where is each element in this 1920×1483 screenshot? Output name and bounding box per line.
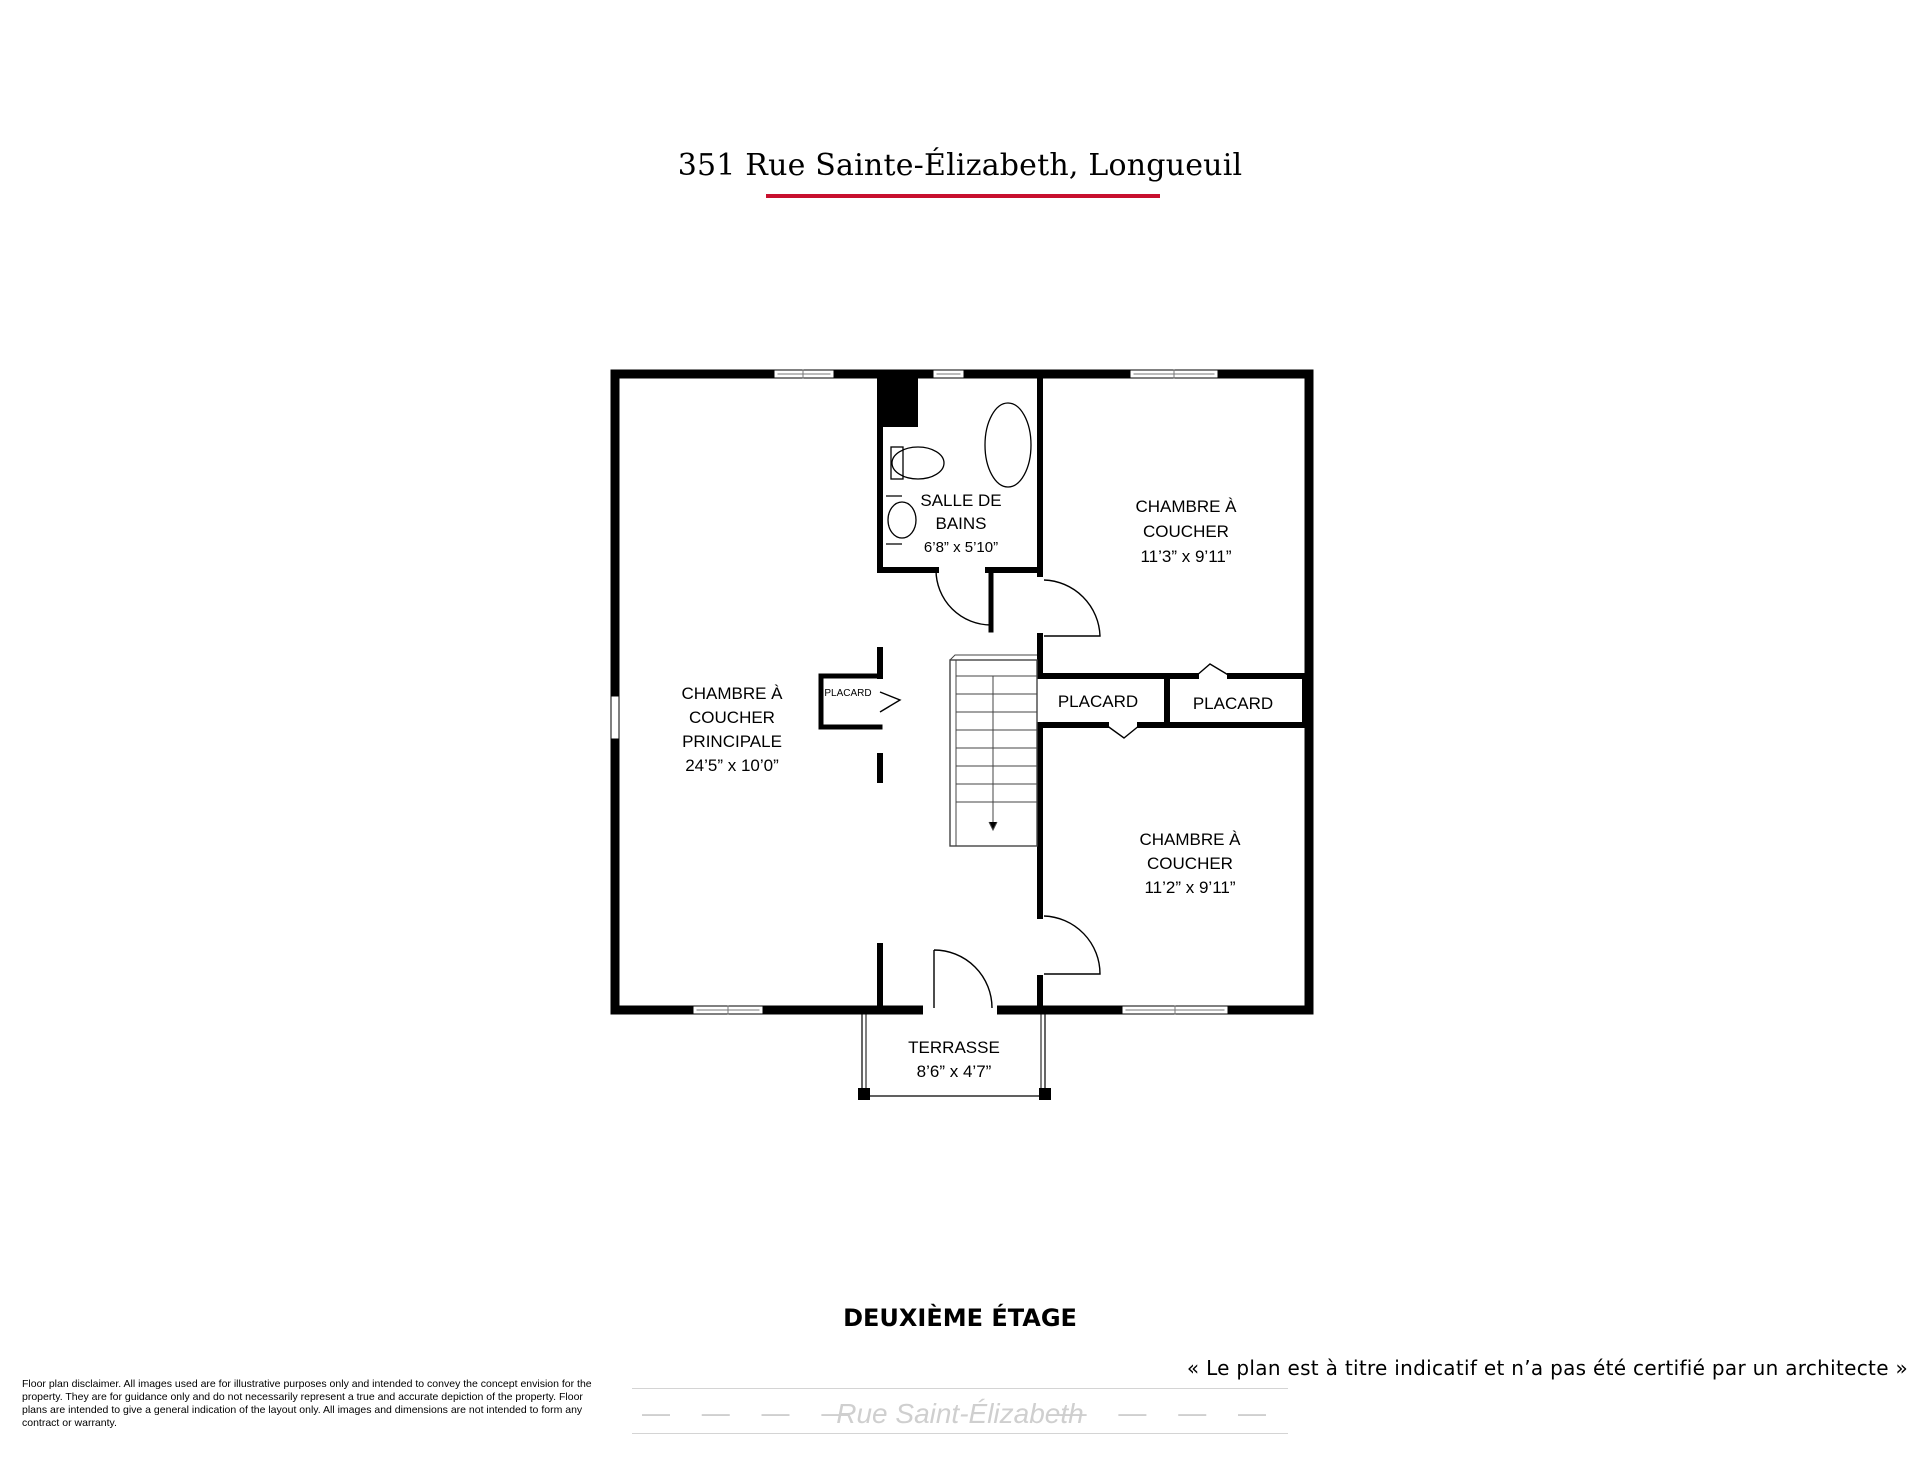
bedroom-top-dims: 11’3” x 9’11” [1140,547,1232,566]
bedroom-bottom-label-1: CHAMBRE À [1139,830,1241,849]
street-dashes-left: — — — — [642,1397,862,1428]
bathroom-door-swing [936,570,991,625]
bathroom-label-1: SALLE DE [920,491,1002,510]
disclaimer-fr: « Le plan est à titre indicatif et n’a pas été certifié par un architecte » [1186,1356,1908,1380]
bedroom-top-label-2: COUCHER [1143,522,1229,541]
street-dashes-right: — — — — [1058,1397,1278,1428]
toilet-tank-icon [891,447,903,479]
chimney [878,378,918,427]
bedroom-top-label-1: CHAMBRE À [1135,497,1237,516]
bedroom-top-door-swing [1044,580,1100,636]
disclaimer-en: Floor plan disclaimer. All images used are for illustrative purposes only and intended to convey the concept envision for the property. They are for guidance only and do not necessarily represent a true and accurate depiction of the property. Floor plans are intended to give a general indication of the layout only. All images and dimensions are not intended to form any contract or warranty. [22,1378,592,1429]
bathroom-dims: 6’8” x 5’10” [923,539,999,556]
sink-icon [888,502,916,538]
bathroom-label-2: BAINS [935,514,987,533]
floor-name: DEUXIÈME ÉTAGE [843,1304,1077,1332]
closet-small-door [880,692,900,712]
master-dims: 24’5” x 10’0” [685,756,779,775]
door-swings [880,570,1230,1008]
bedroom-bottom-door-swing [1044,916,1100,974]
closet-right-door [1196,664,1230,676]
closet-small-wall [821,676,880,727]
master-label-3: PRINCIPALE [682,732,782,751]
toilet-icon [892,447,944,479]
closet-left-label: PLACARD [1057,692,1139,711]
terrace-label: TERRASSE [908,1038,1000,1057]
bedroom-bottom-dims: 11’2” x 9’11” [1144,878,1236,897]
street-band [632,1388,1288,1434]
terrace-door-swing [934,950,992,1008]
closet-small-label: PLACARD [824,688,872,699]
street-name: Rue Saint-Élizabeth [836,1398,1084,1429]
master-label-1: CHAMBRE À [681,684,783,703]
master-label-2: COUCHER [689,708,775,727]
terrace-dims: 8’6” x 4’7” [916,1062,992,1081]
closet-right-label: PLACARD [1192,694,1274,713]
closet-left-door [1106,725,1140,738]
bedroom-bottom-label-2: COUCHER [1147,854,1233,873]
bathtub-icon [985,403,1031,487]
terrace [858,1014,1051,1100]
page-title: 351 Rue Sainte-Élizabeth, Longueuil [677,148,1243,183]
stairs [950,655,1037,846]
